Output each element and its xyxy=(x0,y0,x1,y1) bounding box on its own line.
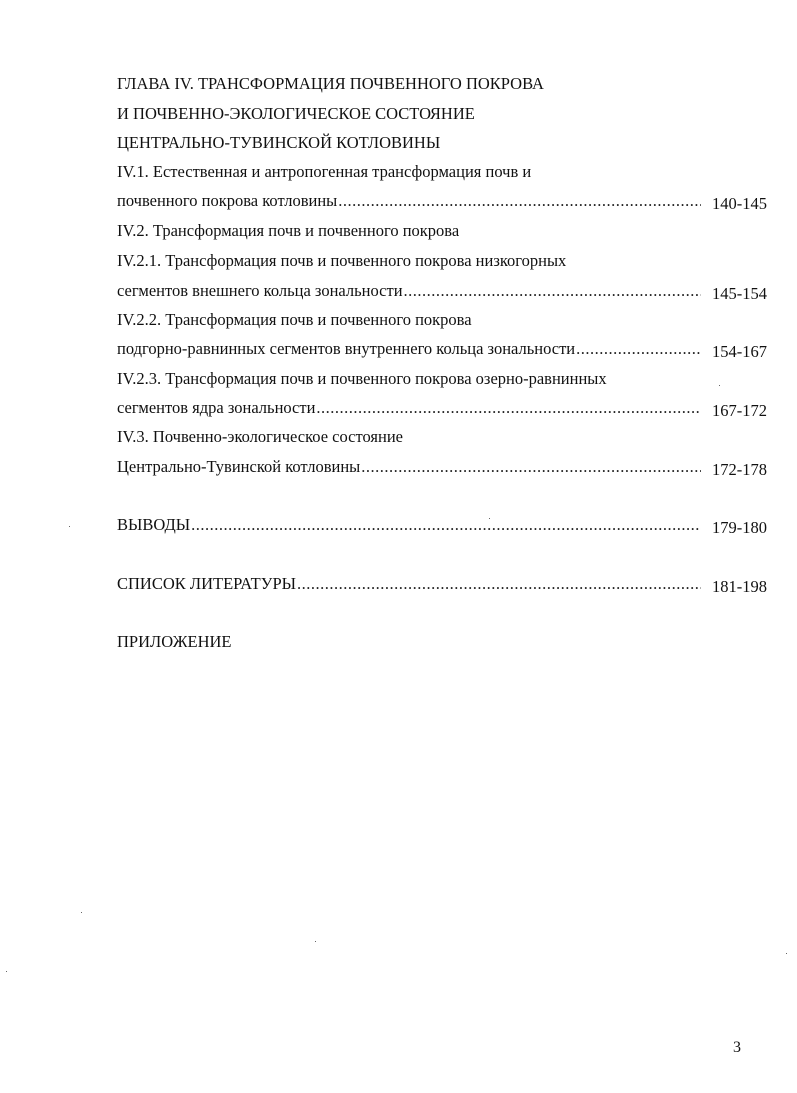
toc-section-iv-1-title: IV.1. Естественная и антропогенная трансформация почв и xyxy=(117,162,532,181)
toc-entry-appendix[interactable]: ПРИЛОЖЕНИЕ xyxy=(117,632,232,651)
toc-entry-references[interactable] xyxy=(117,574,767,594)
toc-entry-pages: 154-167 xyxy=(712,342,767,361)
toc-entry-iv-3[interactable] xyxy=(117,457,767,477)
toc-entry-iv-2-1[interactable] xyxy=(117,281,767,301)
scan-speck xyxy=(315,941,316,942)
scan-speck xyxy=(81,912,82,913)
toc-section-iv-2-1-title: IV.2.1. Трансформация почв и почвенного покрова низкогорных xyxy=(117,251,567,270)
toc-section-iv-3-title: IV.3. Почвенно-экологическое состояние xyxy=(117,427,403,446)
toc-entry-pages: 181-198 xyxy=(712,577,767,596)
toc-entry-conclusions[interactable] xyxy=(117,515,767,535)
toc-entry-pages: 167-172 xyxy=(712,401,767,420)
toc-entry-pages: 172-178 xyxy=(712,460,767,479)
toc-entry-pages: 145-154 xyxy=(712,284,767,303)
toc-entry-iv-2-2[interactable] xyxy=(117,339,767,359)
toc-entry-label: сегментов внешнего кольца зональности xyxy=(117,281,403,300)
toc-entry-iv-2-3[interactable] xyxy=(117,398,767,418)
leader-dots xyxy=(316,398,701,418)
leader-dots xyxy=(361,457,701,477)
toc-entry-label: сегментов ядра зональности xyxy=(117,398,316,417)
leader-dots xyxy=(338,191,701,211)
toc-section-iv-2-3-title: IV.2.3. Трансформация почв и почвенного покрова озерно-равнинных xyxy=(117,369,607,388)
toc-entry-label: подгорно-равнинных сегментов внутреннего кольца зональности xyxy=(117,339,576,358)
scan-speck xyxy=(786,953,787,954)
scan-speck xyxy=(69,526,70,527)
leader-dots xyxy=(404,281,701,301)
toc-entry-iv-1[interactable] xyxy=(117,191,767,211)
toc-entry-label: ВЫВОДЫ xyxy=(117,515,191,534)
chapter-title-line-3: ЦЕНТРАЛЬНО-ТУВИНСКОЙ КОТЛОВИНЫ xyxy=(117,133,441,152)
scan-speck xyxy=(719,385,720,386)
chapter-title-line-1: ГЛАВА IV. ТРАНСФОРМАЦИЯ ПОЧВЕННОГО ПОКРОВА xyxy=(117,74,544,93)
toc-entry-label: Центрально-Тувинской котловины xyxy=(117,457,361,476)
scan-speck xyxy=(489,518,490,519)
toc-entry-label: почвенного покрова котловины xyxy=(117,191,338,210)
toc-entry-label: СПИСОК ЛИТЕРАТУРЫ xyxy=(117,574,297,593)
leader-dots xyxy=(191,515,701,535)
toc-section-iv-2-2-title: IV.2.2. Трансформация почв и почвенного покрова xyxy=(117,310,472,329)
toc-section-iv-2-title[interactable]: IV.2. Трансформация почв и почвенного покрова xyxy=(117,221,460,240)
toc-entry-pages: 179-180 xyxy=(712,518,767,537)
toc-entry-pages: 140-145 xyxy=(712,194,767,213)
leader-dots xyxy=(297,574,701,594)
scan-speck xyxy=(6,971,7,972)
chapter-title-line-2: И ПОЧВЕННО-ЭКОЛОГИЧЕСКОЕ СОСТОЯНИЕ xyxy=(117,104,475,123)
page-number: 3 xyxy=(733,1039,741,1056)
leader-dots xyxy=(576,339,701,359)
